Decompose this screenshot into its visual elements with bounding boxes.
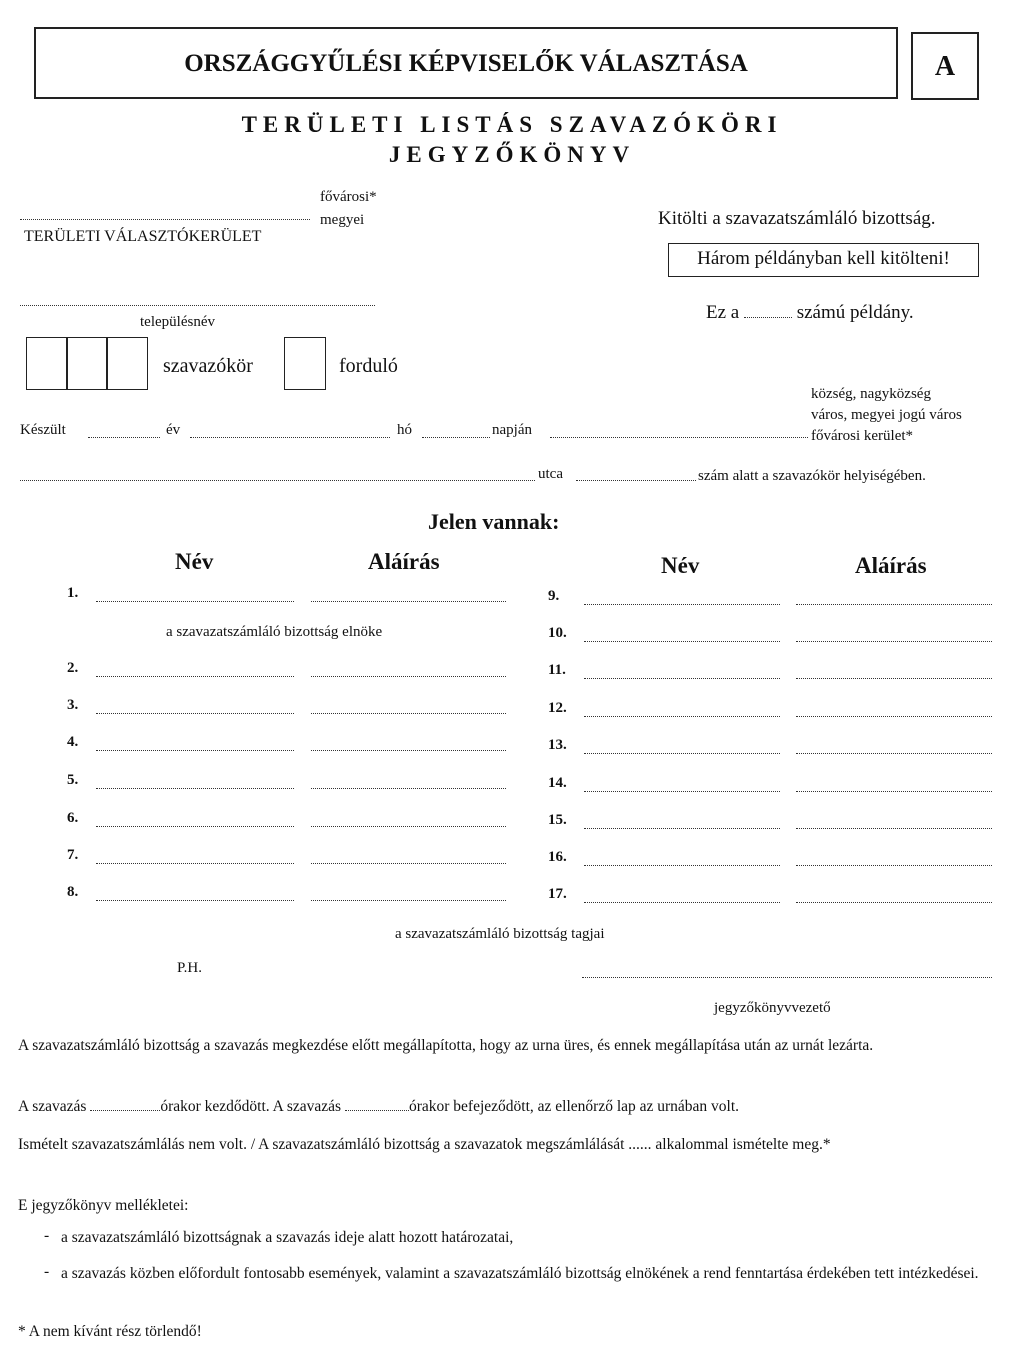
month-fill[interactable]	[190, 437, 390, 438]
stamp-label: P.H.	[177, 960, 203, 976]
year-fill[interactable]	[88, 437, 160, 438]
day-fill[interactable]	[422, 437, 490, 438]
precinct-digit-1[interactable]	[26, 337, 68, 390]
copy-number-line	[706, 302, 914, 324]
district-label: TERÜLETI VÁLASZTÓKERÜLET	[24, 228, 262, 245]
left-name-line[interactable]	[96, 713, 294, 714]
right-signature-line[interactable]	[796, 604, 992, 605]
recorder-sign-line[interactable]	[582, 977, 992, 978]
left-name-line[interactable]	[96, 863, 294, 864]
left-signature-line[interactable]	[311, 713, 506, 714]
header-letter: A	[934, 51, 956, 82]
copy-prefix: Ez a	[706, 302, 740, 323]
paragraph-voting-times	[18, 1098, 739, 1116]
right-row-number: 11.	[548, 662, 566, 678]
left-name-line[interactable]	[96, 826, 294, 827]
left-row-number: 7.	[67, 847, 79, 863]
left-name-line[interactable]	[96, 676, 294, 677]
left-name-line[interactable]	[96, 900, 294, 901]
right-name-line[interactable]	[584, 604, 780, 605]
number-fill[interactable]	[576, 480, 696, 481]
left-signature-line[interactable]	[311, 900, 506, 901]
district-fill-line[interactable]	[20, 219, 310, 220]
address-fill[interactable]	[20, 480, 535, 481]
left-row-number: 3.	[67, 697, 79, 713]
col-sign-right: Aláírás	[855, 553, 927, 578]
left-row-number: 4.	[67, 734, 79, 750]
left-row-number: 1.	[67, 585, 79, 601]
district-option-fovarosi: fővárosi*	[320, 189, 377, 205]
voting-end-suffix: órakor befejeződött, az ellenőrző lap az urnában volt.	[408, 1098, 740, 1115]
left-signature-line[interactable]	[311, 750, 506, 751]
copy-suffix: számú példány.	[796, 302, 914, 323]
settlement-fill-line[interactable]	[20, 305, 375, 306]
chair-label: a szavazatszámláló bizottság elnöke	[166, 624, 383, 640]
col-name-left: Név	[175, 549, 214, 574]
right-name-line[interactable]	[584, 865, 780, 866]
attachments-label: E jegyzőkönyv mellékletei:	[18, 1197, 189, 1214]
right-signature-line[interactable]	[796, 902, 992, 903]
paragraph-urn: A szavazatszámláló bizottság a szavazás megkezdése előtt megállapította, hogy az urna üres, és ennek megállapítása után az urnát lezárta.	[18, 1037, 874, 1054]
left-row-number: 8.	[67, 884, 79, 900]
right-row-number: 16.	[548, 849, 567, 865]
precinct-digit-2[interactable]	[66, 337, 108, 390]
left-row-number: 2.	[67, 660, 79, 676]
round-label: forduló	[339, 355, 398, 377]
attachment-item-2: a szavazás közben előfordult fontosabb események, valamint a szavazatszámláló bizottság elnökének a rend fenntartása érdekében tett intézkedései.	[61, 1265, 979, 1282]
left-row-number: 5.	[67, 772, 79, 788]
bullet-2-dash: -	[44, 1263, 50, 1280]
right-row-number: 14.	[548, 775, 567, 791]
right-name-line[interactable]	[584, 678, 780, 679]
left-signature-line[interactable]	[311, 676, 506, 677]
present-title: Jelen vannak:	[428, 509, 560, 534]
right-signature-line[interactable]	[796, 865, 992, 866]
left-name-line[interactable]	[96, 788, 294, 789]
precinct-digit-3[interactable]	[106, 337, 148, 390]
day-label: napján	[492, 422, 532, 438]
header-title-box	[34, 27, 898, 99]
header-title: ORSZÁGGYŰLÉSI KÉPVISELŐK VÁLASZTÁSA	[184, 50, 748, 77]
copy-number-dots[interactable]	[744, 317, 792, 318]
paragraph-recount: Ismételt szavazatszámlálás nem volt. / A szavazatszámláló bizottság a szavazatok megszámlálását ...... alkalommal ismételte meg.*	[18, 1136, 831, 1153]
place-type-2: város, megyei jogú város	[811, 407, 962, 423]
right-name-line[interactable]	[584, 902, 780, 903]
right-signature-line[interactable]	[796, 791, 992, 792]
right-name-line[interactable]	[584, 791, 780, 792]
recorder-label: jegyzőkönyvvezető	[714, 1000, 831, 1016]
col-sign-left: Aláírás	[368, 549, 440, 574]
district-option-megyei: megyei	[320, 212, 365, 228]
right-name-line[interactable]	[584, 753, 780, 754]
voting-end-dots[interactable]	[345, 1110, 409, 1111]
bullet-1-dash: -	[44, 1227, 50, 1244]
fill-note: Kitölti a szavazatszámláló bizottság.	[658, 208, 936, 229]
year-label: év	[166, 422, 181, 438]
place-fill[interactable]	[550, 437, 808, 438]
doc-title-line2: JEGYZŐKÖNYV	[388, 142, 636, 167]
precinct-label: szavazókör	[163, 355, 253, 377]
right-row-number: 15.	[548, 812, 567, 828]
left-signature-line[interactable]	[311, 788, 506, 789]
doc-title-line1: TERÜLETI LISTÁS SZAVAZÓKÖRI	[241, 112, 783, 137]
col-name-right: Név	[661, 553, 700, 578]
copies-text: Három példányban kell kitölteni!	[697, 248, 950, 269]
street-label: utca	[538, 466, 563, 482]
members-label: a szavazatszámláló bizottság tagjai	[395, 926, 605, 942]
made-label: Készült	[20, 422, 66, 438]
right-name-line[interactable]	[584, 828, 780, 829]
footnote: * A nem kívánt rész törlendő!	[18, 1323, 202, 1340]
right-signature-line[interactable]	[796, 678, 992, 679]
header-letter-box	[911, 32, 979, 100]
left-signature-line[interactable]	[311, 863, 506, 864]
right-row-number: 13.	[548, 737, 567, 753]
left-signature-line[interactable]	[311, 826, 506, 827]
round-box[interactable]	[284, 337, 326, 390]
right-signature-line[interactable]	[796, 828, 992, 829]
right-row-number: 10.	[548, 625, 567, 641]
right-signature-line[interactable]	[796, 753, 992, 754]
voting-start-suffix: órakor kezdődött. A szavazás	[160, 1098, 342, 1115]
right-row-number: 17.	[548, 886, 567, 902]
left-signature-line[interactable]	[311, 601, 506, 602]
month-label: hó	[397, 422, 412, 438]
left-name-line[interactable]	[96, 750, 294, 751]
place-type-3: fővárosi kerület*	[811, 428, 914, 444]
left-name-line[interactable]	[96, 601, 294, 602]
right-row-number: 9.	[548, 588, 560, 604]
attachment-item-1: a szavazatszámláló bizottságnak a szavazás ideje alatt hozott határozatai,	[61, 1229, 514, 1246]
right-signature-line[interactable]	[796, 716, 992, 717]
voting-start-label: A szavazás	[18, 1098, 87, 1115]
place-type-1: község, nagyközség	[811, 386, 931, 402]
voting-start-dots[interactable]	[90, 1110, 160, 1111]
number-label: szám alatt a szavazókör helyiségében.	[698, 468, 926, 484]
settlement-label: településnév	[140, 314, 215, 330]
right-name-line[interactable]	[584, 641, 780, 642]
left-row-number: 6.	[67, 810, 79, 826]
right-signature-line[interactable]	[796, 641, 992, 642]
copies-box	[668, 243, 979, 277]
right-row-number: 12.	[548, 700, 567, 716]
right-name-line[interactable]	[584, 716, 780, 717]
